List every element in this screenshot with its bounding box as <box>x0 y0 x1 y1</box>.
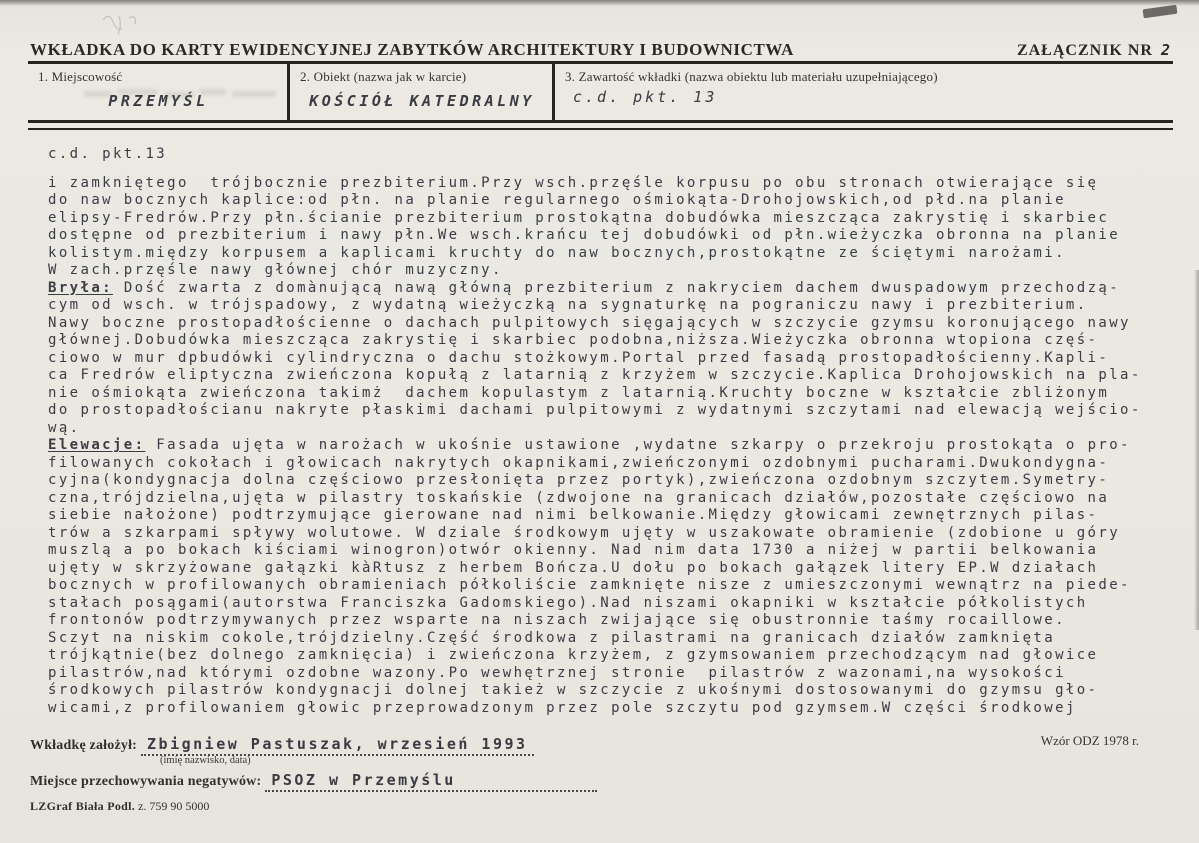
body-paragraphs <box>48 175 1179 718</box>
negatives-label: Miejsce przechowywania negatywów: <box>30 774 262 789</box>
paragraph-lead: Bryła: <box>48 279 113 296</box>
field-obiekt <box>290 64 555 120</box>
text-line: wicami,z profilowaniem głowic przeprowadzonym przez pole szczytu pod gzymsem.W części środkowej <box>48 699 1077 716</box>
text-line: cyjna(kondygnacja dolna częściowo przesłonięta przez portyk),zwieńczona ozdobnym szczytem.Symetry- <box>48 472 1110 488</box>
typewritten-body <box>48 146 1179 717</box>
document-title: WKŁADKA DO KARTY EWIDENCYJNEJ ZABYTKÓW ARCHITEKTURY I BUDOWNICTWA <box>30 40 795 59</box>
field-value: c.d. pkt. 13 <box>573 88 718 106</box>
field-value: PRZEMYŚL <box>108 92 209 110</box>
founder-label: Wkładkę założył: <box>30 738 138 753</box>
header <box>30 36 1171 60</box>
founder-hint: (imię nazwisko, data) <box>160 755 251 766</box>
negatives-value: PSOZ w Przemyślu <box>265 771 597 792</box>
text-line: siebie nałożone) podtrzymujące gierowane nad nimi belkowanie.Między głowicami zewnętrznych pilas- <box>48 507 1099 523</box>
text-line: nie ośmiokąta zwieńczona takimż dachem kopulastym z latarnią.Kruchty boczne w kształcie zbliżonym <box>48 384 1110 401</box>
field-value: KOŚCIÓŁ KATEDRALNY <box>309 92 535 110</box>
text-line: Elewacje: Fasada ujęta w narożach w ukośnie ustawione ,wydatne szkarpy o przekroju prostokąta o pro- <box>48 437 1131 453</box>
attachment-note <box>1017 41 1171 60</box>
scan-edge-right <box>1194 270 1199 630</box>
text-line: W zach.przęśle nawy głównej chór muzyczny. <box>48 262 503 278</box>
printer-note <box>30 799 209 814</box>
text-line: środkowych pilastrów kondygnacji dolnej takież w szczycie z ukośnymi dostosowanymi do gzymsu gło- <box>48 682 1099 698</box>
scan-corner-mark <box>1143 5 1178 19</box>
field-miejscowosc <box>28 64 290 120</box>
text-line: kolistym.między korpusem a kaplicami kruchty do naw bocznych,prostokątne ze ściętymi narożami. <box>48 244 1066 261</box>
text-line: frontonów podtrzymywanych przez wsparte na niszach zwijające się obustronnie taśmy rocaillowe. <box>48 612 1066 628</box>
text-line: elipsy-Fredrów.Przy płn.ścianie prezbiterium prostokątna dobudówka mieszcząca zakrystię i skarbiec <box>48 209 1110 226</box>
text-line: czna,trójdzielna,ujęta w pilastry toskańskie (zdwojone na granicach działów,pozostałe częściowo na <box>48 489 1110 506</box>
attachment-number: 2 <box>1160 41 1171 59</box>
text-line: muszlą a po bokach kiściami winogron)otwór okienny. Nad nim data 1730 a niżej w partii belkowania <box>48 542 1099 558</box>
text-line: i zamkniętego trójbocznie prezbiterium.Przy wsch.przęśle korpusu po obu stronach otwierające się <box>48 174 1099 191</box>
printer-name: LZGraf Biała Podl. <box>30 799 136 813</box>
text-line: Nawy boczne prostopadłościenne o dachach pulpitowych sięgających w szczycie gzymsu koronującego nawy <box>48 314 1131 331</box>
text-line: do prostopadłościanu nakryte płaskimi dachami pulpitowymi z wydatnymi szczytami nad elewacją wejścio- <box>48 402 1142 418</box>
fields-underline <box>28 128 1173 130</box>
text-line: wą. <box>48 419 81 436</box>
field-label: 1. Miejscowość <box>38 69 123 84</box>
field-label: 2. Obiekt (nazwa jak w karcie) <box>300 69 467 84</box>
text-line: ca Fredrów eliptyczna zwieńczona kopułą z latarnią z krzyżem w szczycie.Kaplica Drohojowskich na pla- <box>48 367 1142 383</box>
text-line: bocznych w profilowanych obramieniach półkoliście zamknięte nisze z umieszczonymi wewnątrz na piede- <box>48 577 1131 593</box>
text-line: głównej.Dobudówka mieszcząca zakrystię i skarbiec podobna,niższa.Wieżyczka obronna wtopiona częś- <box>48 332 1099 348</box>
body-heading: c.d. pkt.13 <box>48 146 168 162</box>
text-line: filowanych cokołach i głowicach nakrytych okapnikami,zwieńczonymi ozdobnymi pucharami.Dwukondygna- <box>48 454 1110 471</box>
text-line: stałach posągami(autorstwa Franciszka Gadomskiego).Nad niszami okapniki w kształcie półkolistych <box>48 594 1088 611</box>
form-fields-row <box>28 64 1173 123</box>
printer-number: z. 759 90 5000 <box>138 799 210 813</box>
text-line: trójkątnie(bez dolnego zamknięcia) i zwieńczona krzyżem, z gzymsowaniem przechodzącym nad głowice <box>48 647 1099 663</box>
attachment-label: ZAŁĄCZNIK NR <box>1016 42 1153 59</box>
field-label: 3. Zawartość wkładki (nazwa obiektu lub materiału uzupełniającego) <box>565 69 938 84</box>
text-line: ciowo w mur dpbudówki cylindryczna o dachu stożkowym.Portal przed fasadą prostopadłościenny.Kapli- <box>48 349 1110 366</box>
text-line: Bryła: Dość zwarta z domànującą nawą główną prezbiterium z nakryciem dachem dwuspadowym przechodzą- <box>48 279 1121 296</box>
text-line: dostępne od prezbiterium i nawy płn.We wsch.krańcu tej dobudówki od płn.wieżyczka obronna na planie <box>48 227 1121 243</box>
field-zawartosc <box>555 64 1173 120</box>
text-line: cym od wsch. w trójspadowy, z wydatną wieżyczką na sygnaturkę na pograniczu nawy i prezbiterium. <box>48 297 1088 313</box>
scan-edge-top <box>0 0 1199 6</box>
paragraph-lead: Elewacje: <box>48 437 146 453</box>
text-line: do naw bocznych kaplice:od płn. na planie regularnego ośmiokąta-Drohojowskich,od płd.na planie <box>48 192 1066 208</box>
text-line: Sczyt na niskim cokole,trójdzielny.Część środkowa z pilastrami na granicach działów zamknięta <box>48 629 1056 646</box>
footer-negatives-row <box>30 771 597 792</box>
pattern-note: Wzór ODZ 1978 r. <box>1040 733 1139 748</box>
text-line: pilastrów,nad którymi ozdobne wazony.Po wewhętrznej stronie pilastrów z wazonami,na wysokości <box>48 664 1066 681</box>
founder-value: Zbigniew Pastuszak, wrzesień 1993 <box>141 735 534 756</box>
text-line: trów a szkarpami spływy wolutowe. W dziale środkowym ujęty w uszakowate obramienie (zdobione u góry <box>48 524 1121 541</box>
footer-founder-row <box>30 735 534 756</box>
text-line: ujęty w skrzyżowane gałązki kàRtusz z herbem Bończa.U dołu po bokach gałązek litery EP.W działach <box>48 559 1099 576</box>
